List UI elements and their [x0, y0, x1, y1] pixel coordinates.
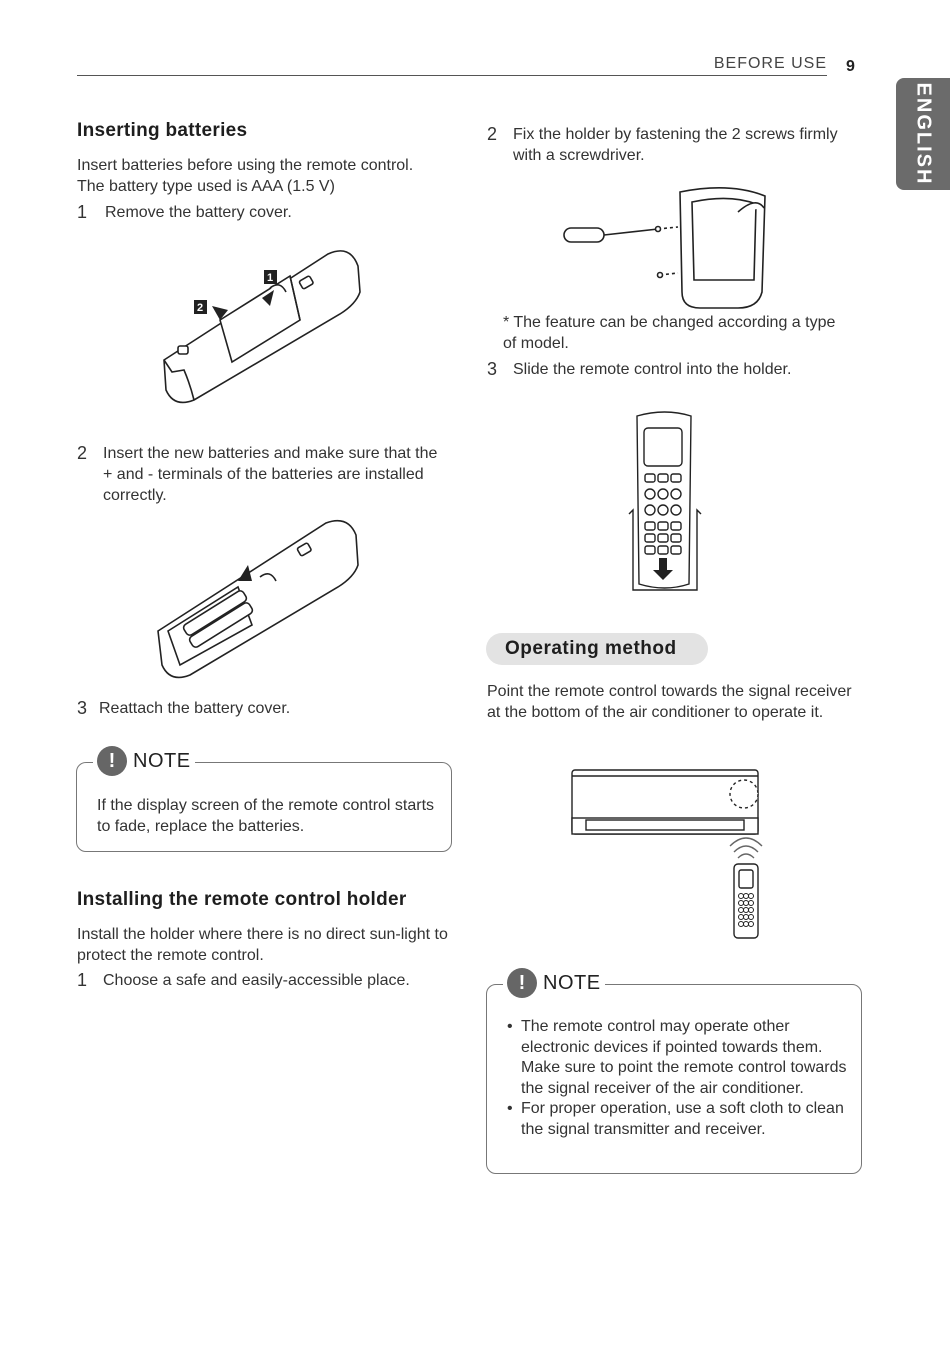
holder-step-3 [487, 359, 857, 381]
figure-badge-1: 1 [267, 272, 274, 284]
step-text: Fix the holder by fastening the 2 screws firmly with a screwdriver. [513, 126, 838, 164]
exclamation-icon: ! [97, 746, 127, 776]
operating-method-title: Operating method [505, 638, 677, 659]
installing-holder-title: Installing the remote control holder [77, 889, 407, 910]
operating-method-heading [486, 633, 708, 665]
step-text: Slide the remote control into the holder. [513, 361, 792, 378]
step-text: Reattach the battery cover. [99, 700, 291, 717]
step-number: 2 [77, 443, 88, 463]
ac-remote-illustration [568, 766, 763, 944]
figure-badge-2: 2 [197, 302, 204, 314]
step-text: Insert the new batteries and make sure that the + and - terminals of the batteries are installed correctly. [103, 445, 438, 504]
language-tab-label: ENGLISH [912, 82, 935, 186]
step-text: Choose a safe and easily-accessible place. [103, 972, 410, 989]
holder-screwdriver-illustration [560, 182, 770, 312]
insert-batteries-illustration [150, 515, 370, 685]
inserting-intro: Insert batteries before using the remote control. The battery type used is AAA (1.5 V) [77, 157, 414, 195]
installing-intro: Install the holder where there is no direct sun-light to protect the remote control. [77, 926, 448, 964]
header-rule [77, 75, 827, 76]
note-text: If the display screen of the remote control starts to fade, replace the batteries. [97, 797, 435, 835]
step-text: Remove the battery cover. [105, 204, 292, 221]
note-box-operation [486, 971, 862, 1174]
note-item: • For proper operation, use a soft cloth to clean the signal transmitter and receiver. [507, 1099, 852, 1140]
step-number: 3 [487, 359, 498, 379]
step-number: 1 [77, 970, 88, 990]
note-header [503, 968, 605, 998]
operating-text: Point the remote control towards the signal receiver at the bottom of the air conditioner to operate it. [487, 683, 852, 721]
insert-step-3 [77, 698, 447, 720]
holder-step-2 [487, 124, 857, 168]
remove-cover-illustration [150, 240, 370, 410]
exclamation-icon: ! [507, 968, 537, 998]
note-item: • The remote control may operate other electronic devices if pointed towards them. Make sure to point the remote control towards the signal receiver of the air conditioner. [507, 1017, 852, 1099]
model-footnote: * The feature can be changed according a type of model. [503, 314, 836, 352]
section-label: BEFORE USE [713, 55, 827, 72]
note-box-battery [76, 749, 452, 852]
insert-step-2 [77, 443, 447, 509]
holder-step-1 [77, 970, 452, 992]
note-label: NOTE [543, 971, 601, 994]
insert-step-1 [77, 202, 447, 224]
step-number: 2 [487, 124, 498, 144]
page-number: 9 [846, 58, 855, 75]
note-label: NOTE [133, 749, 191, 772]
note-header [93, 746, 195, 776]
step-number: 1 [77, 202, 88, 222]
note-list [507, 1017, 852, 1140]
remote-in-holder-illustration [625, 408, 705, 594]
language-tab [896, 78, 950, 190]
step-number: 3 [77, 698, 88, 718]
inserting-batteries-title: Inserting batteries [77, 120, 248, 141]
